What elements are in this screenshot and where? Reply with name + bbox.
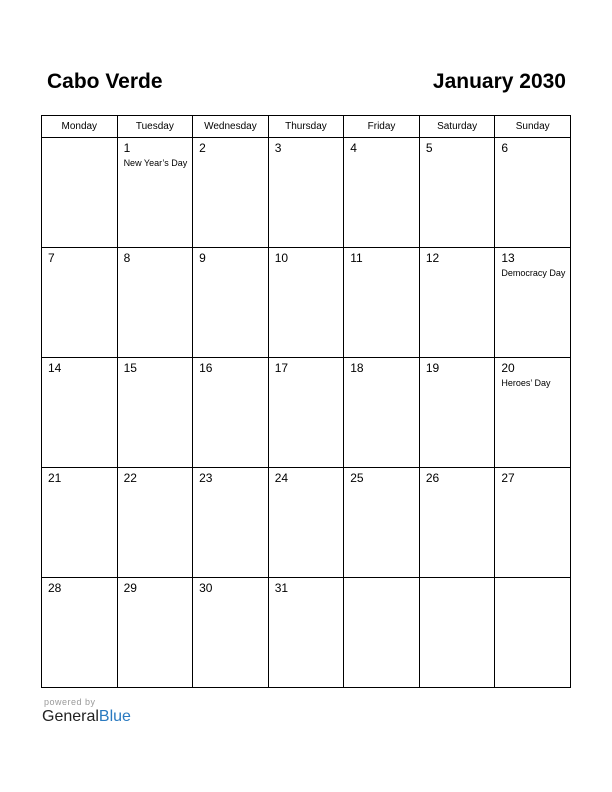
powered-by-text: powered by — [44, 697, 96, 707]
day-cell — [268, 358, 344, 468]
weekday-friday: Friday — [344, 116, 420, 138]
day-cell — [193, 248, 269, 358]
day-cell — [419, 468, 495, 578]
week-row — [42, 248, 571, 358]
day-cell — [344, 138, 420, 248]
day-number: 21 — [48, 471, 62, 485]
day-cell — [268, 248, 344, 358]
day-cell — [42, 358, 118, 468]
day-number: 17 — [274, 361, 289, 375]
day-cell — [117, 138, 193, 248]
calendar-title-country: Cabo Verde — [47, 70, 163, 93]
day-cell — [495, 138, 571, 248]
logo-text-general: General — [42, 708, 99, 725]
day-number: 23 — [199, 471, 213, 485]
day-number: 22 — [123, 471, 137, 485]
week-row — [42, 578, 571, 688]
day-number: 25 — [350, 471, 364, 485]
generalblue-logo[interactable] — [42, 708, 131, 726]
day-number: 5 — [425, 141, 433, 155]
weekday-sunday: Sunday — [495, 116, 571, 138]
day-number: 4 — [350, 141, 357, 155]
weekday-header-row — [42, 116, 571, 138]
day-cell — [495, 578, 571, 688]
day-cell — [268, 138, 344, 248]
day-cell — [117, 358, 193, 468]
day-cell — [344, 468, 420, 578]
logo-text-blue: Blue — [98, 708, 131, 725]
day-cell — [495, 358, 571, 468]
day-number: 20 — [501, 361, 515, 375]
day-number: 8 — [123, 251, 131, 265]
day-cell — [344, 248, 420, 358]
day-number: 28 — [48, 581, 62, 595]
week-row — [42, 468, 571, 578]
day-cell — [42, 248, 118, 358]
day-number: 15 — [123, 361, 137, 375]
day-number: 12 — [425, 251, 440, 265]
day-number: 30 — [199, 581, 213, 595]
day-number: 2 — [199, 141, 206, 155]
day-cell — [419, 578, 495, 688]
day-number: 11 — [350, 251, 363, 265]
day-number: 10 — [274, 251, 289, 265]
weekday-thursday: Thursday — [268, 116, 344, 138]
day-number: 27 — [501, 471, 515, 485]
day-cell — [419, 248, 495, 358]
holiday-label: New Year’s Day — [123, 158, 188, 168]
day-number: 7 — [48, 251, 55, 265]
calendar-grid — [41, 115, 571, 688]
day-number: 24 — [274, 471, 289, 485]
day-number: 19 — [425, 361, 440, 375]
day-cell — [42, 468, 118, 578]
day-number: 16 — [199, 361, 213, 375]
day-cell — [42, 578, 118, 688]
day-cell — [419, 358, 495, 468]
day-number: 18 — [350, 361, 364, 375]
day-cell — [42, 138, 118, 248]
day-cell — [117, 248, 193, 358]
weekday-monday: Monday — [42, 116, 118, 138]
day-cell — [419, 138, 495, 248]
day-number: 31 — [274, 581, 289, 595]
holiday-label: Democracy Day — [501, 268, 566, 278]
day-cell — [117, 578, 193, 688]
day-number: 13 — [501, 251, 515, 265]
day-number: 14 — [48, 361, 62, 375]
day-cell — [117, 468, 193, 578]
day-cell — [495, 468, 571, 578]
day-cell — [268, 578, 344, 688]
day-number: 3 — [274, 141, 282, 155]
day-number: 6 — [501, 141, 509, 155]
week-row — [42, 358, 571, 468]
weekday-saturday: Saturday — [419, 116, 495, 138]
day-number: 1 — [123, 141, 131, 155]
day-cell — [344, 358, 420, 468]
day-cell — [344, 578, 420, 688]
day-cell — [268, 468, 344, 578]
day-cell — [193, 138, 269, 248]
day-cell — [495, 248, 571, 358]
calendar-title-month: January 2030 — [432, 70, 566, 93]
day-number: 26 — [425, 471, 440, 485]
day-cell — [193, 468, 269, 578]
weekday-wednesday: Wednesday — [193, 116, 269, 138]
weekday-tuesday: Tuesday — [117, 116, 193, 138]
day-number: 29 — [123, 581, 137, 595]
holiday-label: Heroes’ Day — [501, 378, 551, 388]
day-cell — [193, 578, 269, 688]
day-number: 9 — [199, 251, 206, 265]
week-row — [42, 138, 571, 248]
day-cell — [193, 358, 269, 468]
